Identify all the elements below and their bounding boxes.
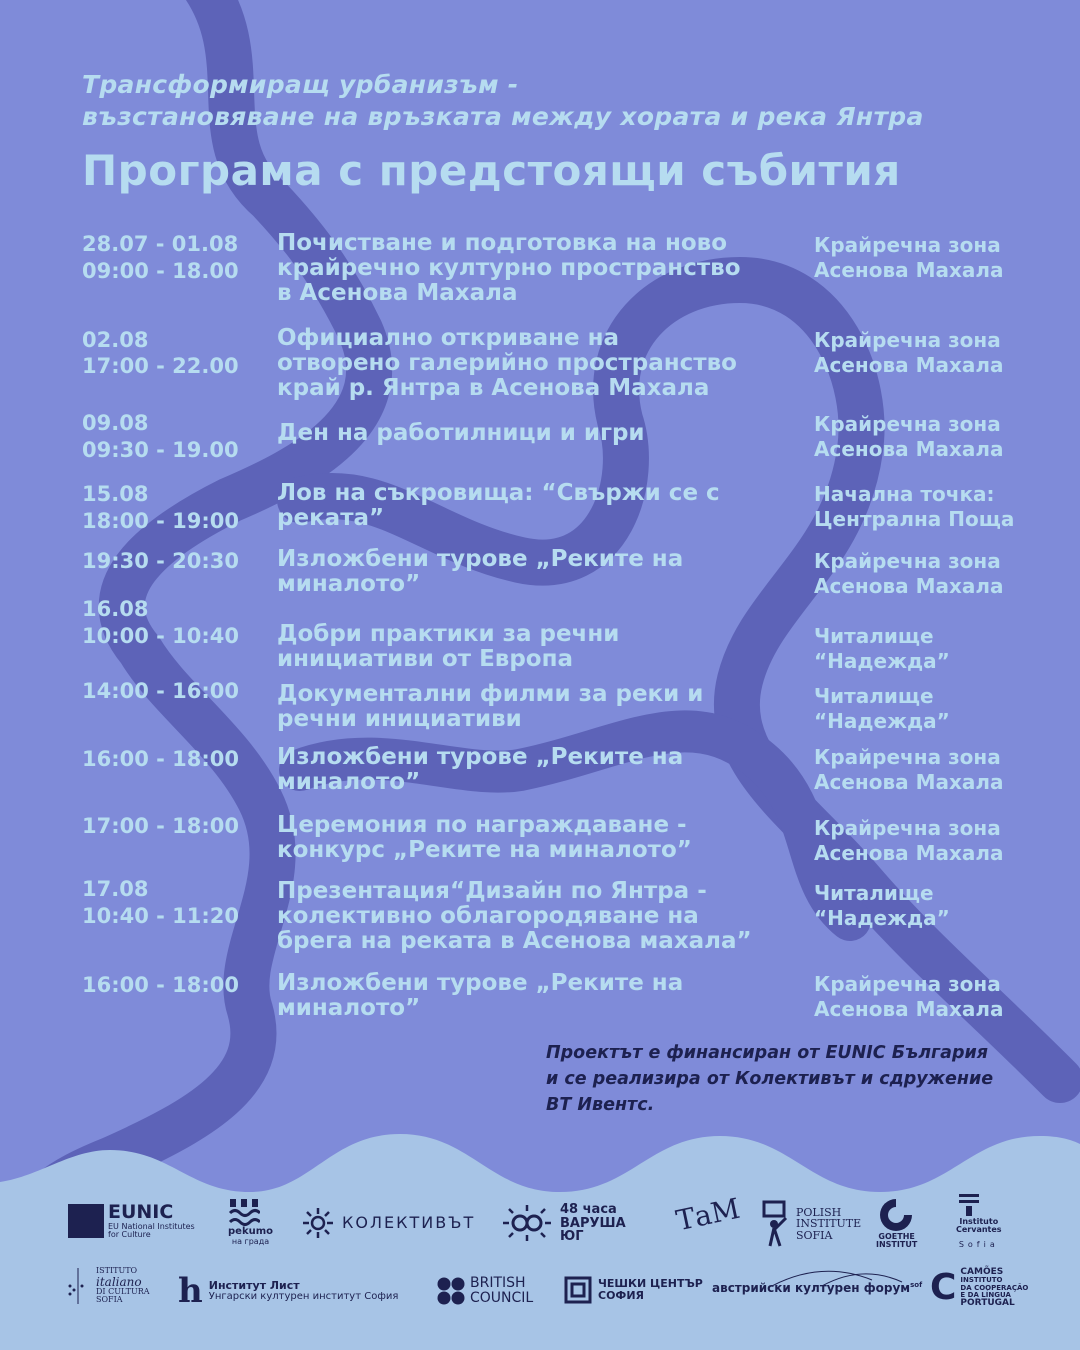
czech-line-1: ЧЕШКИ ЦЕНТЪР [598, 1277, 703, 1291]
varusha-line-2: ВАРУША [560, 1215, 626, 1231]
eunic-tagline-1: EU National Institutes [108, 1221, 195, 1231]
camoes-line-5: PORTUGAL [960, 1298, 1015, 1309]
kolektivat-logo [302, 1207, 475, 1239]
event-title-line: крайречно културно пространство [277, 255, 741, 281]
event-location-line: Читалище [814, 881, 934, 905]
event-title-line: Официално откриване на [277, 325, 620, 351]
event-location-line: Асенова Махала [814, 574, 1004, 598]
camoes-line-3: DA COOPERAÇÃO [960, 1283, 1029, 1292]
british-council-dots-icon [436, 1276, 466, 1306]
camoes-logo [930, 1268, 1028, 1309]
event-date-time: 16:00 - 18:00 [82, 973, 240, 997]
credit-line-1: Проектът е финансиран от EUNIC България [546, 1043, 989, 1063]
austrian-suffix: sof [910, 1281, 923, 1289]
pekumo-logo [228, 1197, 273, 1246]
event-title-line: реката” [277, 505, 385, 531]
varusha-logo [500, 1203, 626, 1244]
event-date-time: 28.07 - 01.08 [82, 232, 239, 256]
eunic-name: EUNIC [108, 1201, 174, 1223]
event-date-time: 16:00 - 18:00 [82, 747, 240, 771]
event-date-time: 17:00 - 22.00 [82, 354, 239, 378]
page-title: Програма с предстоящи събития [82, 146, 901, 195]
camoes-line-4: E DA LÍNGUA [960, 1291, 1011, 1300]
event-location-line: Асенова Махала [814, 258, 1004, 282]
british-council-logo [436, 1276, 533, 1306]
event-title-line: Ден на работилници и игри [277, 420, 645, 446]
event-location-line: Крайречна зона [814, 816, 1001, 840]
event-location-line: Крайречна зона [814, 549, 1001, 573]
italiano-line-1: ISTITUTO [96, 1266, 138, 1276]
cervantes-line-1: Instituto [959, 1217, 999, 1226]
pekumo-tagline: на града [231, 1236, 270, 1246]
event-title-line: Документални филми за реки и [277, 681, 704, 707]
liszt-mark-icon: h [178, 1271, 203, 1311]
event-title-line: миналото” [277, 769, 421, 795]
camoes-line-2: INSTITUTO [960, 1276, 1003, 1285]
event-title-line: речни инициативи [277, 706, 522, 732]
event-location-line: Крайречна зона [814, 745, 1001, 769]
event-location-line: Централна Поща [814, 507, 1015, 531]
event-title-line: в Асенова Махала [277, 280, 518, 306]
event-title-line: миналото” [277, 571, 421, 597]
event-title-line: Добри практики за речни [277, 621, 620, 647]
event-title-line: брега на реката в Асенова махала” [277, 928, 752, 954]
event-date-time: 17:00 - 18:00 [82, 814, 240, 838]
polish-line-3: SOFIA [796, 1228, 833, 1242]
event-title-line: Почистване и подготовка на ново [277, 230, 727, 256]
event-title-line: Изложбени турове „Реките на [277, 546, 684, 572]
event-date-time: 10:00 - 10:40 [82, 624, 240, 648]
polish-line-2: INSTITUTE [796, 1217, 862, 1231]
goethe-institut-logo [876, 1197, 917, 1250]
subtitle-line-1: Трансформиращ урбанизъм - [82, 70, 519, 99]
event-date-time: 09:30 - 19.00 [82, 438, 239, 462]
event-title-line: конкурс „Реките на миналото” [277, 837, 692, 863]
event-date-time: 09.08 [82, 411, 149, 435]
sun-icon [302, 1207, 334, 1239]
event-title-line: колективно облагородяване на [277, 903, 699, 929]
event-date-time: 18:00 - 19:00 [82, 509, 240, 533]
figure-with-frame-icon [762, 1200, 792, 1248]
event-location-line: Асенова Махала [814, 841, 1004, 865]
event-location-line: Асенова Махала [814, 770, 1004, 794]
eunic-map-icon [68, 1204, 104, 1238]
event-location-line: Асенова Махала [814, 437, 1004, 461]
event-location-line: Асенова Махала [814, 997, 1004, 1021]
austrian-forum-logo [712, 1266, 922, 1295]
event-date-time: 17.08 [82, 877, 149, 901]
event-date-time: 09:00 - 18.00 [82, 259, 239, 283]
event-date-time: 02.08 [82, 328, 149, 352]
event-location-line: “Надежда” [814, 649, 950, 673]
event-location-line: Крайречна зона [814, 412, 1001, 436]
camoes-line-1: CAMÕES [960, 1267, 1004, 1277]
event-date-time: 10:40 - 11:20 [82, 904, 240, 928]
italiano-line-2: italiano [96, 1274, 142, 1289]
event-location-line: Крайречна зона [814, 328, 1001, 352]
event-title-line: миналото” [277, 995, 421, 1021]
istituto-italiano-logo [66, 1266, 150, 1306]
camoes-c-icon: C [930, 1267, 957, 1309]
italiano-dots-icon [66, 1266, 90, 1306]
credit-line-3: ВТ Ивентс. [546, 1095, 655, 1115]
event-title-line: Изложбени турове „Реките на [277, 970, 684, 996]
event-date-time: 14:00 - 16:00 [82, 679, 240, 703]
event-date-time: 19:30 - 20:30 [82, 549, 240, 573]
italiano-line-3: DI CULTURA [96, 1287, 150, 1297]
polish-institute-logo [762, 1200, 861, 1248]
italiano-line-4: SOFIA [96, 1295, 123, 1305]
eunic-logo [68, 1203, 195, 1240]
subtitle-line-2: възстановяване на връзката между хората и река Янтра [82, 102, 924, 131]
eunic-tagline-2: for Culture [108, 1230, 151, 1240]
cervantes-icon [956, 1192, 982, 1218]
liszt-line-1: Институт Лист [208, 1278, 300, 1292]
british-line-1: BRITISH [470, 1275, 526, 1292]
goethe-line-2: INSTITUT [876, 1240, 918, 1250]
event-location-line: Читалище [814, 684, 934, 708]
austrian-name: австрийски културен форум [712, 1281, 911, 1295]
event-title-line: Церемония по награждаване - [277, 812, 687, 838]
event-location-line: Крайречна зона [814, 972, 1001, 996]
pekumo-name: pekumo [228, 1226, 273, 1237]
varusha-line-1: 48 часа [560, 1202, 617, 1217]
liszt-line-2: Унгарски културен институт София [208, 1290, 399, 1302]
event-date-time: 16.08 [82, 597, 149, 621]
british-line-2: COUNCIL [470, 1290, 534, 1306]
czech-line-2: СОФИЯ [598, 1289, 645, 1302]
tam-logo: ТаМ [673, 1191, 743, 1238]
event-location-line: Начална точка: [814, 482, 995, 506]
event-title-line: отворено галерийно пространство [277, 350, 737, 376]
polish-line-1: POLISH [796, 1205, 842, 1219]
goethe-circle-icon [876, 1197, 916, 1233]
event-location-line: “Надежда” [814, 906, 950, 930]
czech-center-logo [564, 1276, 703, 1304]
event-title-line: край р. Янтра в Асенова Махала [277, 375, 710, 401]
event-location-line: “Надежда” [814, 709, 950, 733]
event-location-line: Асенова Махала [814, 353, 1004, 377]
credit-line-2: и се реализира от Колективът и сдружение [546, 1069, 994, 1089]
cervantes-logo [956, 1192, 1002, 1249]
event-title-line: Презентация“Дизайн по Янтра - [277, 878, 707, 904]
liszt-institute-logo [178, 1271, 399, 1311]
goethe-line-1: GOETHE [878, 1232, 915, 1241]
event-title-line: Лов на съкровища: “Свържи се с [277, 480, 720, 506]
event-title-line: инициативи от Европа [277, 646, 574, 672]
event-title-line: Изложбени турове „Реките на [277, 744, 684, 770]
event-location-line: Читалище [814, 624, 934, 648]
cervantes-line-3: Sofia [958, 1239, 999, 1249]
eyes-icon [500, 1203, 554, 1243]
czech-center-icon [564, 1276, 592, 1304]
event-date-time: 15.08 [82, 482, 149, 506]
event-location-line: Крайречна зона [814, 233, 1001, 257]
cervantes-line-2: Cervantes [956, 1225, 1002, 1235]
kolektivat-name: КОЛЕКТИВЪТ [342, 1212, 476, 1232]
castle-wave-icon [228, 1197, 260, 1227]
varusha-line-3: ЮГ [560, 1229, 584, 1245]
